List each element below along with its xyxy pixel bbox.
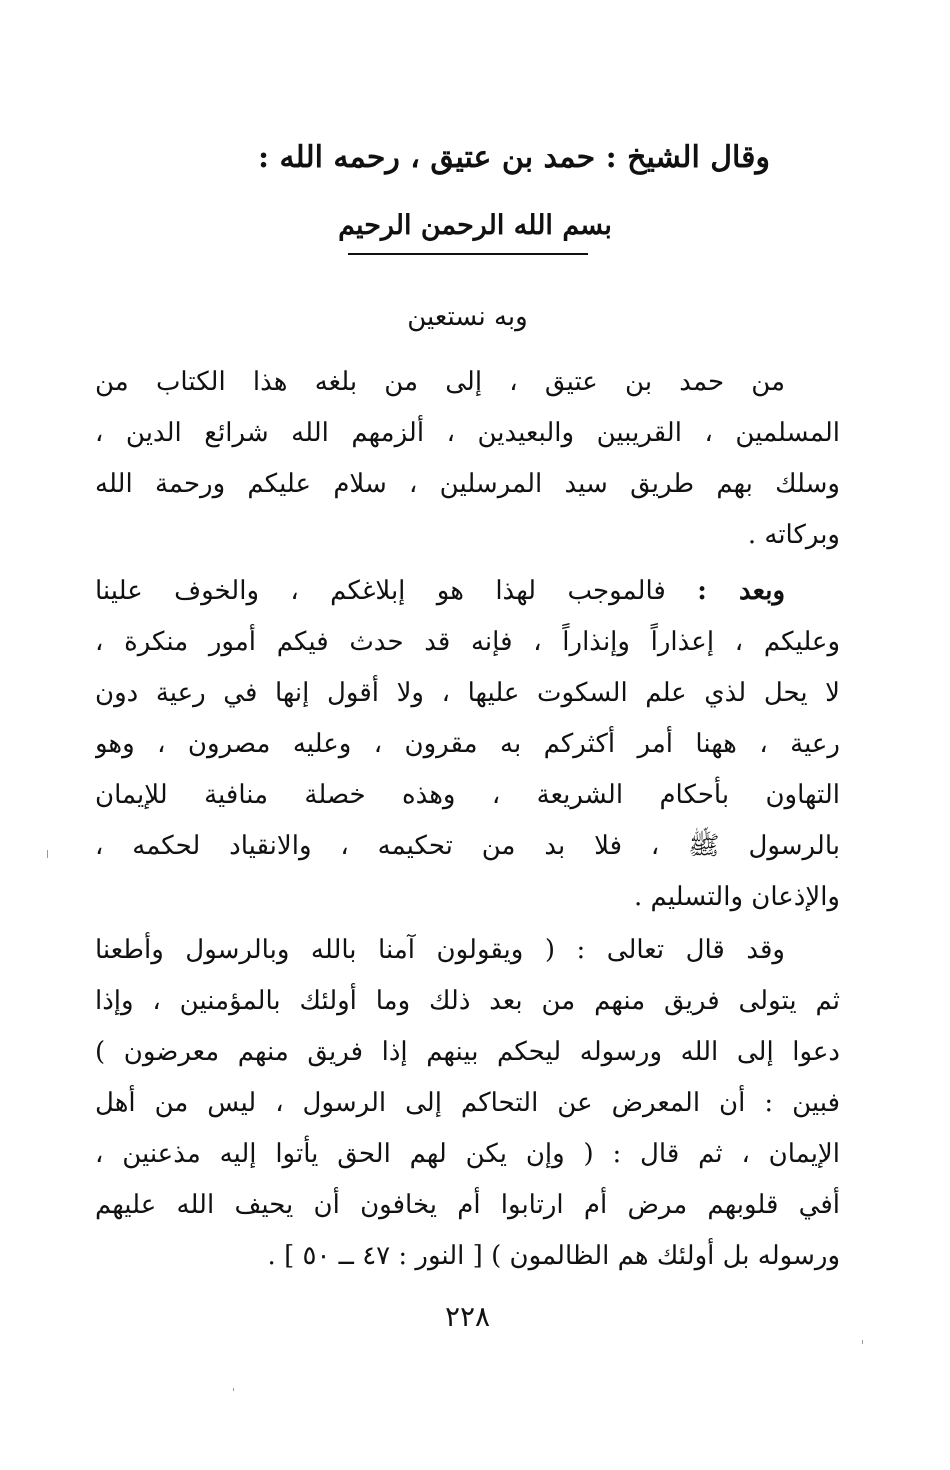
text-line: فبين : أن المعرض عن التحاكم إلى الرسول ، ليس من أهل (95, 1088, 840, 1118)
text-line: وعليكم ، إعذاراً وإنذاراً ، فإنه قد حدث فيكم أمور منكرة ، (95, 627, 840, 657)
page-number: ٢٢٨ (444, 1300, 491, 1333)
text-line: التهاون بأحكام الشريعة ، وهذه خصلة منافية للإيمان (95, 780, 840, 810)
text-line: وسلك بهم طريق سيد المرسلين ، سلام عليكم ورحمة الله (95, 469, 840, 499)
paragraph-quran-quote (95, 925, 840, 1282)
paragraph-greeting (95, 357, 840, 561)
text-line: رعية ، ههنا أمر أكثركم به مقرون ، وعليه مصرون ، وهو (95, 729, 840, 759)
text-line: ثم يتولى فريق منهم من بعد ذلك وما أولئك بالمؤمنين ، وإذا (95, 986, 840, 1016)
scan-speck (233, 1388, 234, 1391)
basmala-underline (348, 253, 588, 255)
text-line: بالرسول ﷺ ، فلا بد من تحكيمه ، والانقياد لحكمه ، (95, 831, 840, 861)
text-line: وبركاته . (747, 520, 840, 550)
scan-speck (862, 1340, 863, 1344)
text-line: الإيمان ، ثم قال : ( وإن يكن لهم الحق يأتوا إليه مذعنين ، (95, 1139, 840, 1169)
lead-line-text: فالموجب لهذا هو إبلاغكم ، والخوف علينا (95, 576, 666, 606)
basmala-calligraphy: بسم الله الرحمن الرحيم (338, 210, 612, 241)
lead-word: وبعد : (697, 576, 786, 606)
scan-speck (47, 850, 48, 858)
text-line: لا يحل لذي علم السكوت عليها ، ولا أقول إنها في رعية دون (95, 678, 840, 708)
text-line: ورسوله بل أولئك هم الظالمون ) [ النور : ٤٧ ــ ٥٠ ] . (267, 1241, 840, 1271)
text-line: أفي قلوبهم مرض أم ارتابوا أم يخافون أن يحيف الله عليهم (95, 1190, 840, 1220)
text-line: المسلمين ، القريبين والبعيدين ، ألزمهم الله شرائع الدين ، (95, 418, 840, 448)
text-line: من حمد بن عتيق ، إلى من بلغه هذا الكتاب من (95, 367, 785, 397)
section-heading: وقال الشيخ : حمد بن عتيق ، رحمه الله : (257, 140, 770, 175)
text-line: وقد قال تعالى : ( ويقولون آمنا بالله وبالرسول وأطعنا (95, 935, 785, 965)
text-line-with-lead (95, 566, 840, 617)
paragraph-main (95, 566, 840, 923)
text-line: دعوا إلى الله ورسوله ليحكم بينهم إذا فريق منهم معرضون ) (95, 1037, 840, 1067)
subheading: وبه نستعين (407, 302, 528, 332)
text-line: والإذعان والتسليم . (633, 882, 840, 912)
